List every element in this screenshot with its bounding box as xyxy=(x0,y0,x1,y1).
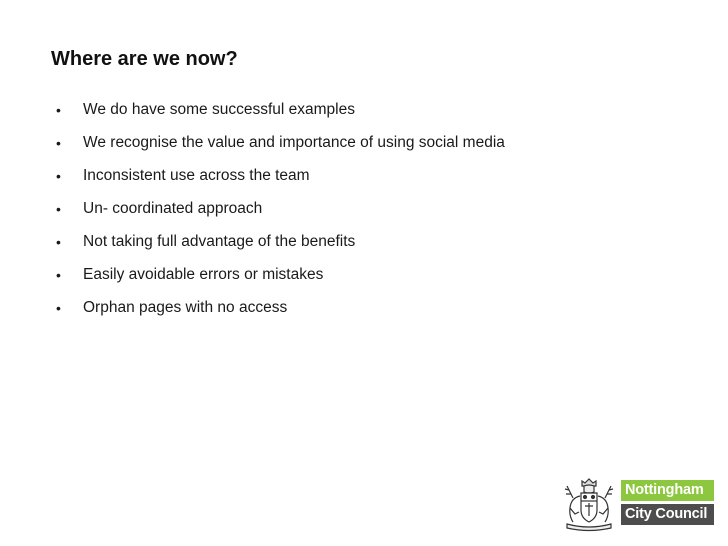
list-item xyxy=(56,297,505,330)
list-item xyxy=(56,132,505,165)
bullet-text: Not taking full advantage of the benefits xyxy=(83,233,356,250)
nottingham-city-council-logo xyxy=(561,476,716,532)
list-item xyxy=(56,99,505,132)
slide-title: Where are we now? xyxy=(51,48,238,70)
bullet-icon: • xyxy=(56,102,61,118)
coat-of-arms-icon xyxy=(561,476,617,532)
bullet-list xyxy=(56,99,505,330)
logo-line-nottingham: Nottingham xyxy=(621,480,714,501)
logo-wordmark xyxy=(621,480,714,528)
bullet-text: Easily avoidable errors or mistakes xyxy=(83,266,324,283)
list-item xyxy=(56,198,505,231)
bullet-icon: • xyxy=(56,300,61,316)
bullet-icon: • xyxy=(56,168,61,184)
bullet-text: We do have some successful examples xyxy=(83,101,355,118)
bullet-icon: • xyxy=(56,234,61,250)
bullet-icon: • xyxy=(56,267,61,283)
list-item xyxy=(56,165,505,198)
bullet-icon: • xyxy=(56,201,61,217)
bullet-text: Un- coordinated approach xyxy=(83,200,263,217)
bullet-icon: • xyxy=(56,135,61,151)
bullet-text: We recognise the value and importance of using social media xyxy=(83,134,505,151)
bullet-text: Inconsistent use across the team xyxy=(83,167,310,184)
list-item xyxy=(56,231,505,264)
list-item xyxy=(56,264,505,297)
logo-line-city-council: City Council xyxy=(621,504,714,525)
bullet-text: Orphan pages with no access xyxy=(83,299,288,316)
